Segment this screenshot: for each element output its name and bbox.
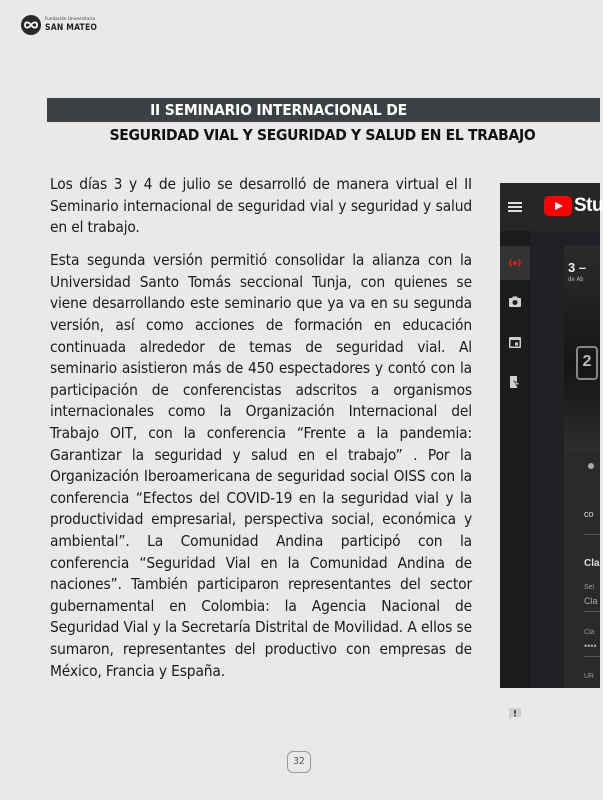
- video-title: 3 –: [568, 260, 587, 275]
- manage-icon: [508, 375, 522, 389]
- video-preview: [564, 246, 600, 451]
- logo: [20, 14, 97, 36]
- feedback-icon: [508, 707, 522, 721]
- panel-tab: co: [584, 509, 594, 519]
- youtube-studio-screenshot: [500, 183, 603, 688]
- divider: [584, 611, 600, 612]
- calendar-icon: [508, 335, 522, 349]
- panel-label-1: Cla: [584, 558, 600, 569]
- video-subtitle: de Ab: [568, 276, 584, 283]
- settings-panel: [564, 451, 600, 688]
- panel-label-4: Cla: [584, 629, 595, 636]
- screenshot-header: [500, 183, 603, 231]
- section-title-line1: II SEMINARIO INTERNACIONAL DE: [150, 101, 407, 119]
- camera-icon: [508, 295, 522, 309]
- sidebar-active-item: [500, 246, 530, 280]
- divider: [584, 534, 600, 535]
- youtube-logo-icon: [544, 196, 572, 216]
- logo-name: SAN MATEO: [45, 22, 98, 33]
- page-number: 32: [287, 751, 311, 773]
- menu-icon: [508, 202, 522, 212]
- screenshot-sidebar: [500, 231, 530, 688]
- panel-label-6: UR: [584, 673, 595, 680]
- section-title-bar: [47, 98, 600, 122]
- video-badge: 2: [576, 346, 598, 380]
- live-broadcast-icon: [508, 256, 522, 270]
- status-dot-icon: [588, 463, 594, 469]
- screenshot-app-name: Stu: [574, 195, 603, 216]
- article-body: [50, 174, 472, 682]
- paragraph-1: Los días 3 y 4 de julio se desarrolló de manera virtual el II Seminario internacional de seguridad vial y seguridad y salud en el trabajo.: [50, 175, 472, 237]
- panel-label-2: Sel: [584, 584, 595, 591]
- section-title-line2: SEGURIDAD VIAL Y SEGURIDAD Y SALUD EN EL TRABAJO: [109, 126, 536, 144]
- divider: [584, 656, 600, 657]
- paragraph-2: Esta segunda versión permitió consolidar la alianza con la Universidad Santo Tomás seccional Tunja, con quienes se viene desarrollando este seminario que ya va en su segunda versión, así como acciones de formación en educación continuada alrededor de temas de seguridad vial. Al seminario asistieron más de 450 espectadores y contó con la participación de conferencistas adscritos a organismos internacionales como la Organización Internacional del Trabajo OIT, con la conferencia “Frente a la pandemia: Garantizar la seguridad y salud en el trabajo” . Por la Organización Iberoamericana de seguridad social OISS con la conferencia “Efectos del COVID-19 en la seguridad vial y la productividad empresarial, perspectiva social, económica y ambiental”. La Comunidad Andina participó con la conferencia “Seguridad Vial en la Comunidad Andina de naciones”. También participaron representantes del sector gubernamental en Colombia: la Agencia Nacional de Seguridad Vial y la Secretaría Distrital de Movilidad. A ellos se sumaron, representantes del productivo con empresas de México, Francia y España.: [50, 251, 472, 680]
- logo-tagline: Fundación Universitaria: [45, 17, 96, 22]
- logo-mark-icon: [20, 14, 42, 36]
- panel-label-3: Cla: [584, 596, 598, 606]
- panel-label-5: ••••: [584, 641, 597, 651]
